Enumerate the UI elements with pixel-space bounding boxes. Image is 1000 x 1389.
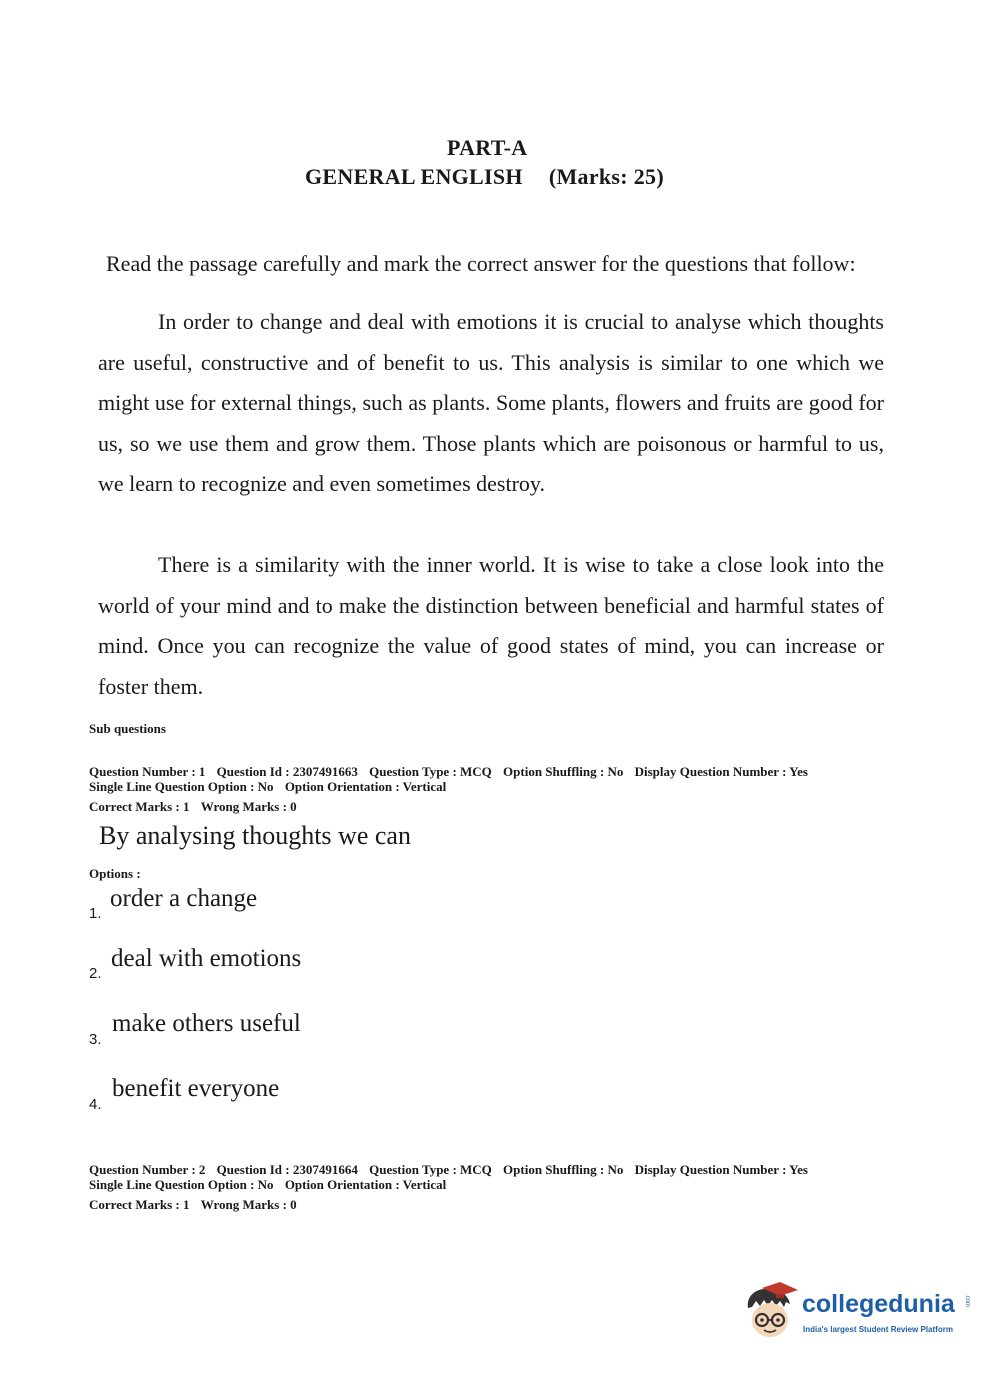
mascot-icon — [740, 1282, 800, 1342]
part-title: PART-A — [447, 135, 528, 160]
meta-item: Question Type : MCQ — [369, 1162, 492, 1177]
question-1-meta — [89, 764, 808, 794]
passage-paragraph-2 — [98, 545, 884, 707]
meta-item: Single Line Question Option : No — [89, 779, 274, 794]
logo-name: collegedunia — [802, 1290, 955, 1318]
option-number: 3. — [89, 1031, 102, 1048]
meta-item: Single Line Question Option : No — [89, 1177, 274, 1192]
passage-paragraph-1-text: In order to change and deal with emotions it is crucial to analyse which thoughts are useful, constructive and of benefit to us. This analysis is similar to one which we might use for external things, such as plants. Some plants, flowers and fruits are good for us, so we use them and grow them. Those plants which are poisonous or harmful to us, we learn to recognize and even sometimes destroy. — [98, 309, 884, 496]
passage-paragraph-2-text: There is a similarity with the inner world. It is wise to take a close look into the world of your mind and to make the distinction between beneficial and harmful states of mind. Once you can recognize the value of good states of mind, you can increase or foster them. — [98, 552, 884, 699]
sub-questions-label: Sub questions — [89, 721, 166, 736]
options-label: Options : — [89, 866, 141, 881]
correct-marks: Correct Marks : 1 — [89, 1197, 190, 1212]
meta-item: Question Id : 2307491663 — [216, 764, 358, 779]
meta-item: Question Type : MCQ — [369, 764, 492, 779]
logo-com: .com — [964, 1294, 970, 1308]
question-1-meta-line-1 — [89, 764, 808, 779]
meta-item: Display Question Number : Yes — [634, 1162, 808, 1177]
wrong-marks: Wrong Marks : 0 — [200, 1197, 297, 1212]
correct-marks: Correct Marks : 1 — [89, 799, 190, 814]
meta-item: Display Question Number : Yes — [634, 764, 808, 779]
meta-item: Option Shuffling : No — [503, 1162, 624, 1177]
logo-tagline: India's largest Student Review Platform — [803, 1325, 953, 1334]
section-marks: (Marks: 25) — [548, 164, 664, 189]
meta-item: Option Orientation : Vertical — [284, 779, 447, 794]
question-2-meta — [89, 1162, 808, 1192]
meta-item: Option Orientation : Vertical — [284, 1177, 447, 1192]
meta-item: Question Number : 2 — [89, 1162, 206, 1177]
meta-item: Question Number : 1 — [89, 764, 206, 779]
option-number: 4. — [89, 1096, 102, 1113]
question-2-meta-line-1 — [89, 1162, 808, 1177]
collegedunia-logo[interactable] — [740, 1282, 980, 1352]
option-text: make others useful — [112, 1010, 301, 1037]
meta-item: Option Shuffling : No — [503, 764, 624, 779]
option-text: benefit everyone — [112, 1075, 280, 1102]
question-1-text: By analysing thoughts we can — [99, 821, 411, 850]
wrong-marks: Wrong Marks : 0 — [200, 799, 297, 814]
option-number: 2. — [89, 965, 102, 982]
option-text: order a change — [110, 885, 258, 912]
section-heading — [305, 164, 664, 190]
option-number: 1. — [89, 905, 102, 922]
question-1-marks — [89, 799, 297, 814]
meta-item: Question Id : 2307491664 — [216, 1162, 358, 1177]
instruction-text: Read the passage carefully and mark the correct answer for the questions that follow: — [106, 251, 856, 276]
question-1-meta-line-2 — [89, 779, 808, 794]
option-text: deal with emotions — [111, 945, 302, 972]
section-title: GENERAL ENGLISH — [305, 164, 523, 189]
passage-paragraph-1 — [98, 302, 884, 505]
question-2-meta-line-2 — [89, 1177, 808, 1192]
question-2-marks — [89, 1197, 297, 1212]
